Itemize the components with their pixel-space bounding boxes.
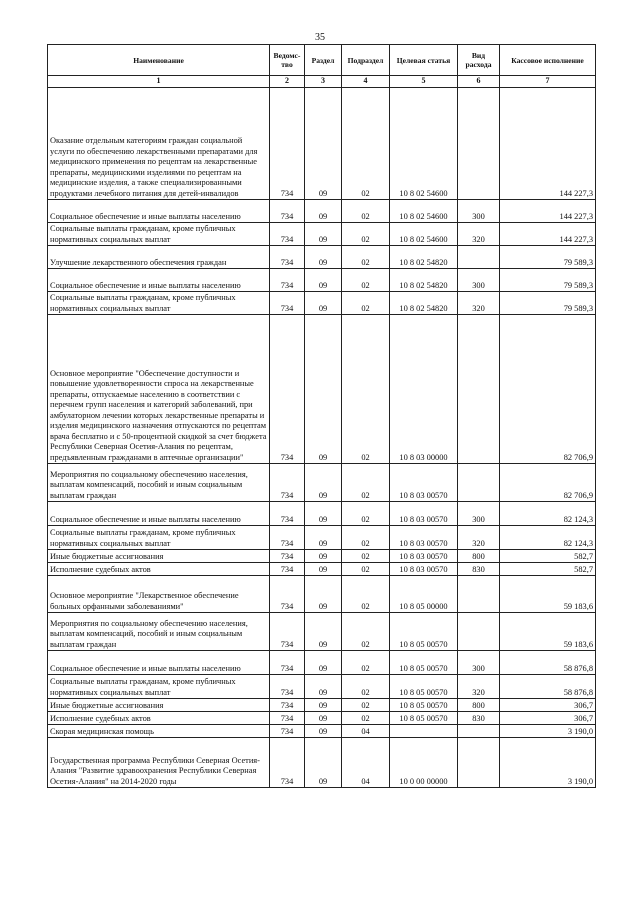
row-name: Социальные выплаты гражданам, кроме публичных нормативных социальных выплат <box>48 223 270 246</box>
column-number: 6 <box>458 76 500 88</box>
row-expense-type <box>458 315 500 464</box>
header-cash-execution: Кассовое исполнение <box>500 45 596 76</box>
row-expense-type: 320 <box>458 675 500 699</box>
table-row <box>48 550 596 563</box>
table-row <box>48 712 596 725</box>
row-amount: 82 124,3 <box>500 526 596 550</box>
row-section: 09 <box>305 502 342 526</box>
row-expense-type: 320 <box>458 526 500 550</box>
row-subsection: 02 <box>342 651 390 675</box>
row-department: 734 <box>270 712 305 725</box>
row-target-article <box>390 725 458 738</box>
row-subsection: 02 <box>342 223 390 246</box>
row-department: 734 <box>270 738 305 788</box>
row-target-article: 10 0 00 00000 <box>390 738 458 788</box>
table-row <box>48 576 596 613</box>
header-expense-type: Вид расхода <box>458 45 500 76</box>
row-name: Социальное обеспечение и иные выплаты населению <box>48 269 270 292</box>
row-subsection: 02 <box>342 526 390 550</box>
row-section: 09 <box>305 576 342 613</box>
row-name: Мероприятия по социальному обеспечению населения, выплатам компенсаций, пособий и иным социальным выплатам граждан <box>48 613 270 651</box>
row-department: 734 <box>270 651 305 675</box>
table-row <box>48 292 596 315</box>
row-section: 09 <box>305 200 342 223</box>
row-expense-type: 300 <box>458 502 500 526</box>
header-department: Ведомс-тво <box>270 45 305 76</box>
row-subsection: 02 <box>342 292 390 315</box>
row-amount: 3 190,0 <box>500 725 596 738</box>
header-name: Наименование <box>48 45 270 76</box>
row-department: 734 <box>270 315 305 464</box>
row-section: 09 <box>305 292 342 315</box>
page-number: 35 <box>315 32 325 43</box>
header-target-article: Целевая статья <box>390 45 458 76</box>
row-section: 09 <box>305 699 342 712</box>
row-target-article: 10 8 02 54820 <box>390 292 458 315</box>
row-expense-type: 800 <box>458 550 500 563</box>
row-department: 734 <box>270 613 305 651</box>
row-subsection: 02 <box>342 613 390 651</box>
row-department: 734 <box>270 699 305 712</box>
row-section: 09 <box>305 563 342 576</box>
table-row <box>48 526 596 550</box>
row-expense-type: 320 <box>458 223 500 246</box>
row-subsection: 04 <box>342 725 390 738</box>
row-section: 09 <box>305 526 342 550</box>
row-name: Социальное обеспечение и иные выплаты населению <box>48 200 270 223</box>
row-target-article: 10 8 05 00000 <box>390 576 458 613</box>
row-name: Исполнение судебных актов <box>48 712 270 725</box>
table-row <box>48 738 596 788</box>
row-expense-type: 800 <box>458 699 500 712</box>
row-department: 734 <box>270 563 305 576</box>
row-expense-type: 320 <box>458 292 500 315</box>
row-target-article: 10 8 03 00570 <box>390 502 458 526</box>
row-name: Социальные выплаты гражданам, кроме публичных нормативных социальных выплат <box>48 292 270 315</box>
column-number: 1 <box>48 76 270 88</box>
row-name: Иные бюджетные ассигнования <box>48 699 270 712</box>
row-section: 09 <box>305 246 342 269</box>
row-name: Исполнение судебных актов <box>48 563 270 576</box>
row-department: 734 <box>270 223 305 246</box>
row-expense-type: 300 <box>458 269 500 292</box>
table-row <box>48 223 596 246</box>
row-target-article: 10 8 03 00570 <box>390 563 458 576</box>
row-expense-type <box>458 738 500 788</box>
row-amount: 144 227,3 <box>500 200 596 223</box>
row-amount: 58 876,8 <box>500 651 596 675</box>
row-section: 09 <box>305 712 342 725</box>
row-amount: 582,7 <box>500 550 596 563</box>
row-subsection: 02 <box>342 675 390 699</box>
row-target-article: 10 8 05 00570 <box>390 712 458 725</box>
column-number: 4 <box>342 76 390 88</box>
header-row <box>48 45 596 76</box>
row-amount: 306,7 <box>500 712 596 725</box>
row-amount: 59 183,6 <box>500 613 596 651</box>
budget-table <box>47 44 596 788</box>
row-subsection: 02 <box>342 246 390 269</box>
row-target-article: 10 8 05 00570 <box>390 675 458 699</box>
row-target-article: 10 8 02 54600 <box>390 88 458 200</box>
row-amount: 82 706,9 <box>500 315 596 464</box>
row-department: 734 <box>270 464 305 502</box>
row-expense-type <box>458 246 500 269</box>
table-row <box>48 563 596 576</box>
row-department: 734 <box>270 550 305 563</box>
row-name: Оказание отдельным категориям граждан социальной услуги по обеспечению лекарственными препаратами для медицинского применения по рецептам на лекарственные препараты, медицинскими изделиями по рецептам на медицинские изделия, а также специализированными продуктами лечебного питания для детей-инвалидов <box>48 88 270 200</box>
table-row <box>48 699 596 712</box>
column-number: 5 <box>390 76 458 88</box>
column-number-row <box>48 76 596 88</box>
row-subsection: 02 <box>342 550 390 563</box>
row-amount: 79 589,3 <box>500 246 596 269</box>
row-subsection: 02 <box>342 576 390 613</box>
row-department: 734 <box>270 576 305 613</box>
row-subsection: 02 <box>342 269 390 292</box>
row-amount: 144 227,3 <box>500 88 596 200</box>
row-department: 734 <box>270 526 305 550</box>
row-section: 09 <box>305 88 342 200</box>
row-amount: 306,7 <box>500 699 596 712</box>
row-name: Социальные выплаты гражданам, кроме публичных нормативных социальных выплат <box>48 675 270 699</box>
row-name: Основное мероприятие "Обеспечение доступности и повышение удовлетворенности спроса на лекарственные препараты, отпускаемые населению в соответствии с перечнем групп населения и категорий заболеваний, при амбулаторном лечении которых лекарственные препараты и изделия медицинского назначения отпускаются по рецептам врача бесплатно и с 50-процентной скидкой за счет бюджета Республики Северная Осетия-Алания по рецептам, предъявленным гражданами в аптечные организации" <box>48 315 270 464</box>
row-amount: 79 589,3 <box>500 269 596 292</box>
row-expense-type: 830 <box>458 712 500 725</box>
table-row <box>48 200 596 223</box>
row-section: 09 <box>305 675 342 699</box>
row-target-article: 10 8 05 00570 <box>390 613 458 651</box>
row-name: Социальное обеспечение и иные выплаты населению <box>48 502 270 526</box>
row-expense-type: 300 <box>458 651 500 675</box>
row-department: 734 <box>270 269 305 292</box>
row-expense-type <box>458 464 500 502</box>
row-subsection: 02 <box>342 563 390 576</box>
column-number: 2 <box>270 76 305 88</box>
row-expense-type <box>458 576 500 613</box>
table-row <box>48 88 596 200</box>
row-subsection: 02 <box>342 88 390 200</box>
row-section: 09 <box>305 738 342 788</box>
table-row <box>48 464 596 502</box>
row-section: 09 <box>305 613 342 651</box>
row-section: 09 <box>305 464 342 502</box>
row-amount: 582,7 <box>500 563 596 576</box>
row-department: 734 <box>270 675 305 699</box>
row-expense-type <box>458 725 500 738</box>
row-department: 734 <box>270 246 305 269</box>
row-section: 09 <box>305 223 342 246</box>
row-target-article: 10 8 02 54820 <box>390 246 458 269</box>
column-number: 7 <box>500 76 596 88</box>
row-name: Социальное обеспечение и иные выплаты населению <box>48 651 270 675</box>
row-amount: 144 227,3 <box>500 223 596 246</box>
header-subsection: Подраздел <box>342 45 390 76</box>
row-amount: 58 876,8 <box>500 675 596 699</box>
row-department: 734 <box>270 88 305 200</box>
table-row <box>48 613 596 651</box>
row-section: 09 <box>305 269 342 292</box>
row-target-article: 10 8 03 00570 <box>390 464 458 502</box>
row-section: 09 <box>305 651 342 675</box>
row-target-article: 10 8 05 00570 <box>390 651 458 675</box>
header-section: Раздел <box>305 45 342 76</box>
table-row <box>48 502 596 526</box>
row-department: 734 <box>270 502 305 526</box>
table-row <box>48 315 596 464</box>
row-subsection: 02 <box>342 712 390 725</box>
row-target-article: 10 8 02 54600 <box>390 200 458 223</box>
row-target-article: 10 8 02 54820 <box>390 269 458 292</box>
row-name: Улучшение лекарственного обеспечения граждан <box>48 246 270 269</box>
row-amount: 79 589,3 <box>500 292 596 315</box>
column-number: 3 <box>305 76 342 88</box>
row-subsection: 04 <box>342 738 390 788</box>
row-subsection: 02 <box>342 315 390 464</box>
row-department: 734 <box>270 725 305 738</box>
row-expense-type: 300 <box>458 200 500 223</box>
table-row <box>48 725 596 738</box>
row-expense-type: 830 <box>458 563 500 576</box>
table-row <box>48 651 596 675</box>
table-row <box>48 675 596 699</box>
row-subsection: 02 <box>342 464 390 502</box>
row-name: Государственная программа Республики Северная Осетия-Алания "Развитие здравоохранения Республики Северная Осетия-Алания" на 2014-2020 годы <box>48 738 270 788</box>
row-name: Основное мероприятие "Лекарственное обеспечение больных орфанными заболеваниями" <box>48 576 270 613</box>
row-name: Социальные выплаты гражданам, кроме публичных нормативных социальных выплат <box>48 526 270 550</box>
row-amount: 3 190,0 <box>500 738 596 788</box>
row-name: Мероприятия по социальному обеспечению населения, выплатам компенсаций, пособий и иным социальным выплатам граждан <box>48 464 270 502</box>
row-subsection: 02 <box>342 200 390 223</box>
row-section: 09 <box>305 550 342 563</box>
row-expense-type <box>458 613 500 651</box>
row-target-article: 10 8 03 00570 <box>390 526 458 550</box>
row-target-article: 10 8 05 00570 <box>390 699 458 712</box>
row-subsection: 02 <box>342 699 390 712</box>
row-target-article: 10 8 02 54600 <box>390 223 458 246</box>
row-department: 734 <box>270 292 305 315</box>
row-section: 09 <box>305 315 342 464</box>
row-amount: 59 183,6 <box>500 576 596 613</box>
row-name: Скорая медицинская помощь <box>48 725 270 738</box>
row-expense-type <box>458 88 500 200</box>
row-name: Иные бюджетные ассигнования <box>48 550 270 563</box>
row-subsection: 02 <box>342 502 390 526</box>
table-row <box>48 246 596 269</box>
row-amount: 82 706,9 <box>500 464 596 502</box>
row-target-article: 10 8 03 00570 <box>390 550 458 563</box>
row-amount: 82 124,3 <box>500 502 596 526</box>
row-target-article: 10 8 03 00000 <box>390 315 458 464</box>
row-section: 09 <box>305 725 342 738</box>
table-row <box>48 269 596 292</box>
row-department: 734 <box>270 200 305 223</box>
